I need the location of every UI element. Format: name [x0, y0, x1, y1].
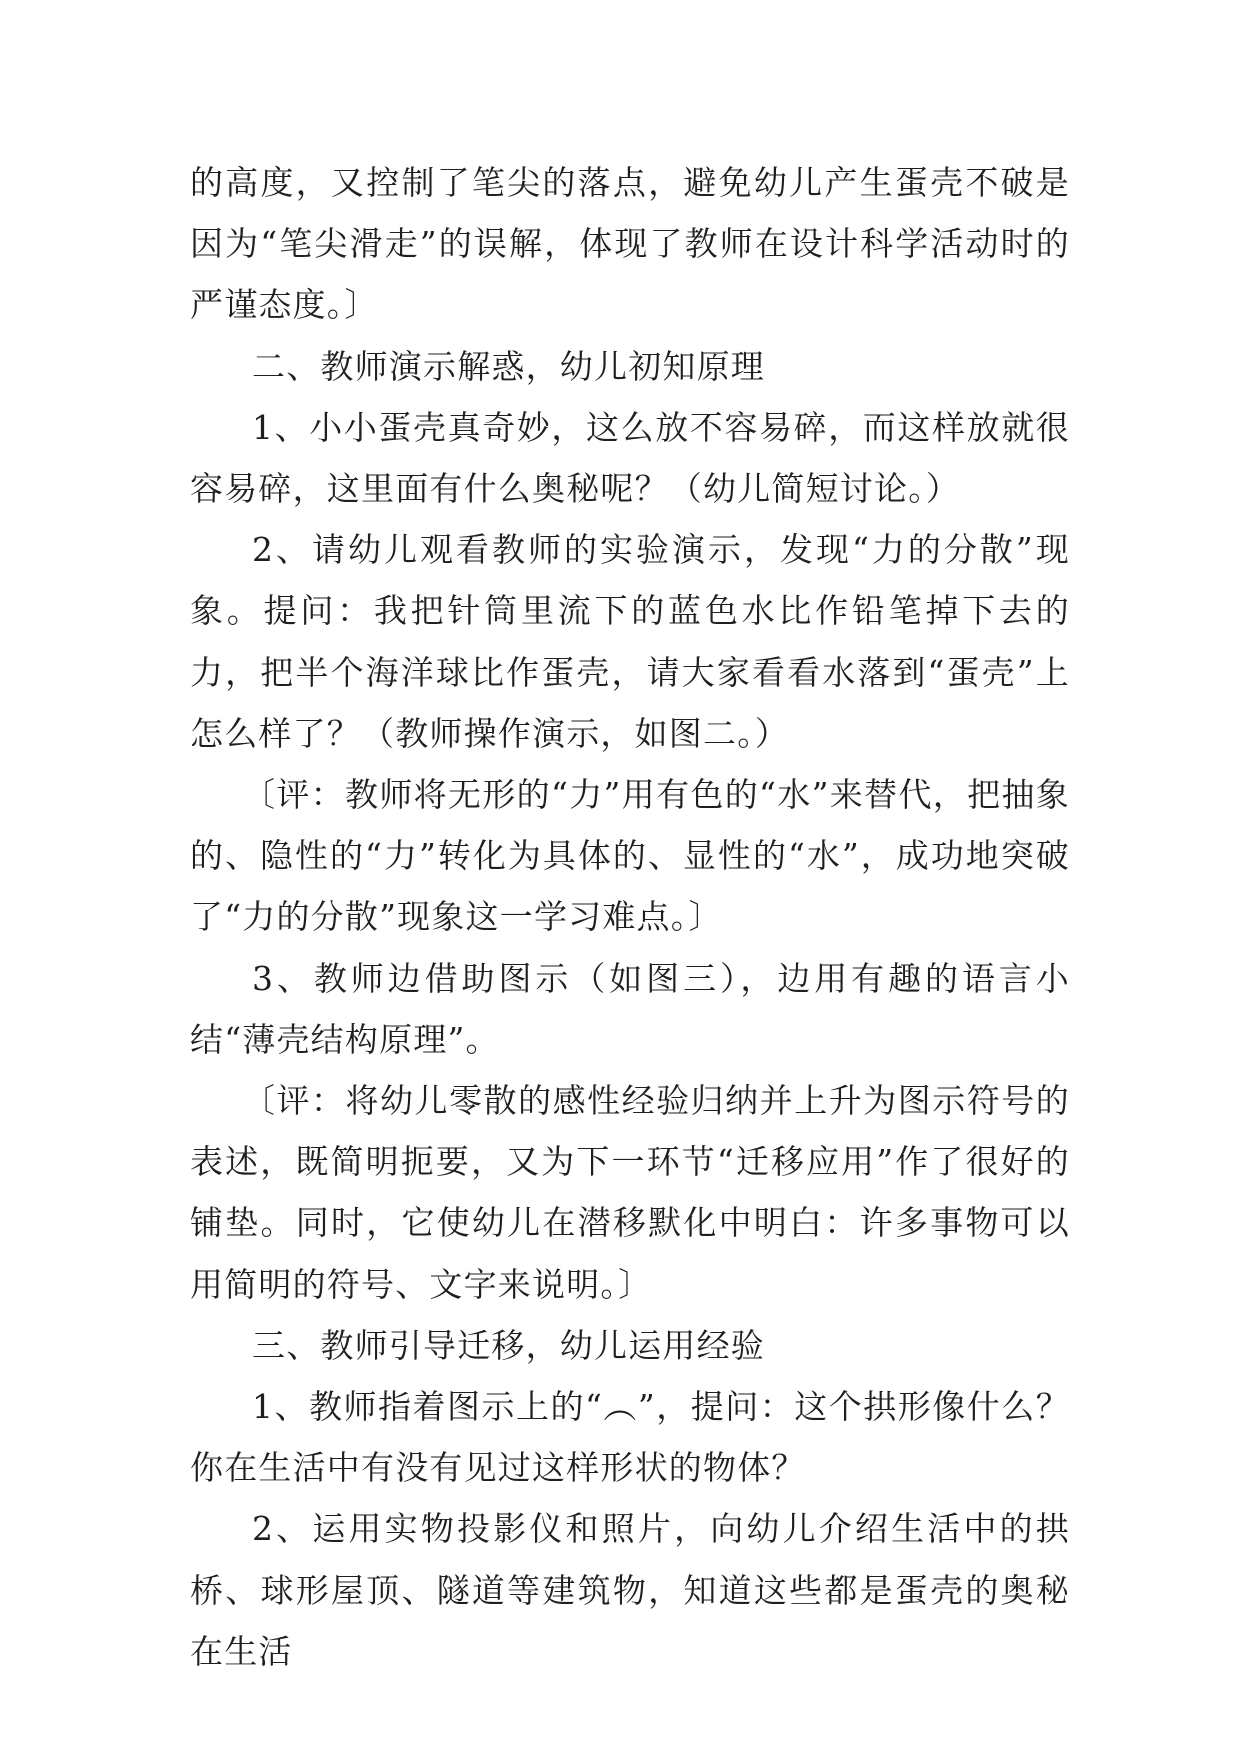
comment-note-2: 〔评：将幼儿零散的感性经验归纳并上升为图示符号的表述，既简明扼要，又为下一环节“迁移应用”作了很好的铺垫。同时，它使幼儿在潜移默化中明白：许多事物可以用简明的符号、文字来说明。〕 [190, 1081, 1070, 1304]
section-heading-3: 三、教师引导迁移，幼儿运用经验 [252, 1325, 765, 1365]
section-heading-2: 二、教师演示解惑，幼儿初知原理 [252, 346, 765, 386]
list-item-2-2: 2、请幼儿观看教师的实验演示，发现“力的分散”现象。提问：我把针筒里流下的蓝色水比作铅笔掉下去的力，把半个海洋球比作蛋壳，请大家看看水落到“蛋壳”上怎么样了？（教师操作演示，如图二。） [190, 530, 1070, 753]
list-item-2-3: 3、教师边借助图示（如图三），边用有趣的语言小结“薄壳结构原理”。 [190, 958, 1070, 1059]
comment-note-1: 〔评：教师将无形的“力”用有色的“水”来替代，把抽象的、隐性的“力”转化为具体的、显性的“水”，成功地突破了“力的分散”现象这一学习难点。〕 [190, 775, 1070, 937]
document-body [190, 152, 1070, 1682]
list-item-2-1: 1、小小蛋壳真奇妙，这么放不容易碎，而这样放就很容易碎，这里面有什么奥秘呢？（幼儿简短讨论。） [190, 407, 1070, 509]
list-item-3-2: 2、运用实物投影仪和照片，向幼儿介绍生活中的拱桥、球形屋顶、隧道等建筑物，知道这些都是蛋壳的奥秘在生活 [190, 1509, 1070, 1671]
paragraph-continuation: 的高度，又控制了笔尖的落点，避免幼儿产生蛋壳不破是因为“笔尖滑走”的误解，体现了教师在设计科学活动时的严谨态度。〕 [190, 163, 1070, 325]
list-item-3-1: 1、教师指着图示上的“︵”，提问：这个拱形像什么？你在生活中有没有见过这样形状的物体？ [190, 1387, 1070, 1488]
